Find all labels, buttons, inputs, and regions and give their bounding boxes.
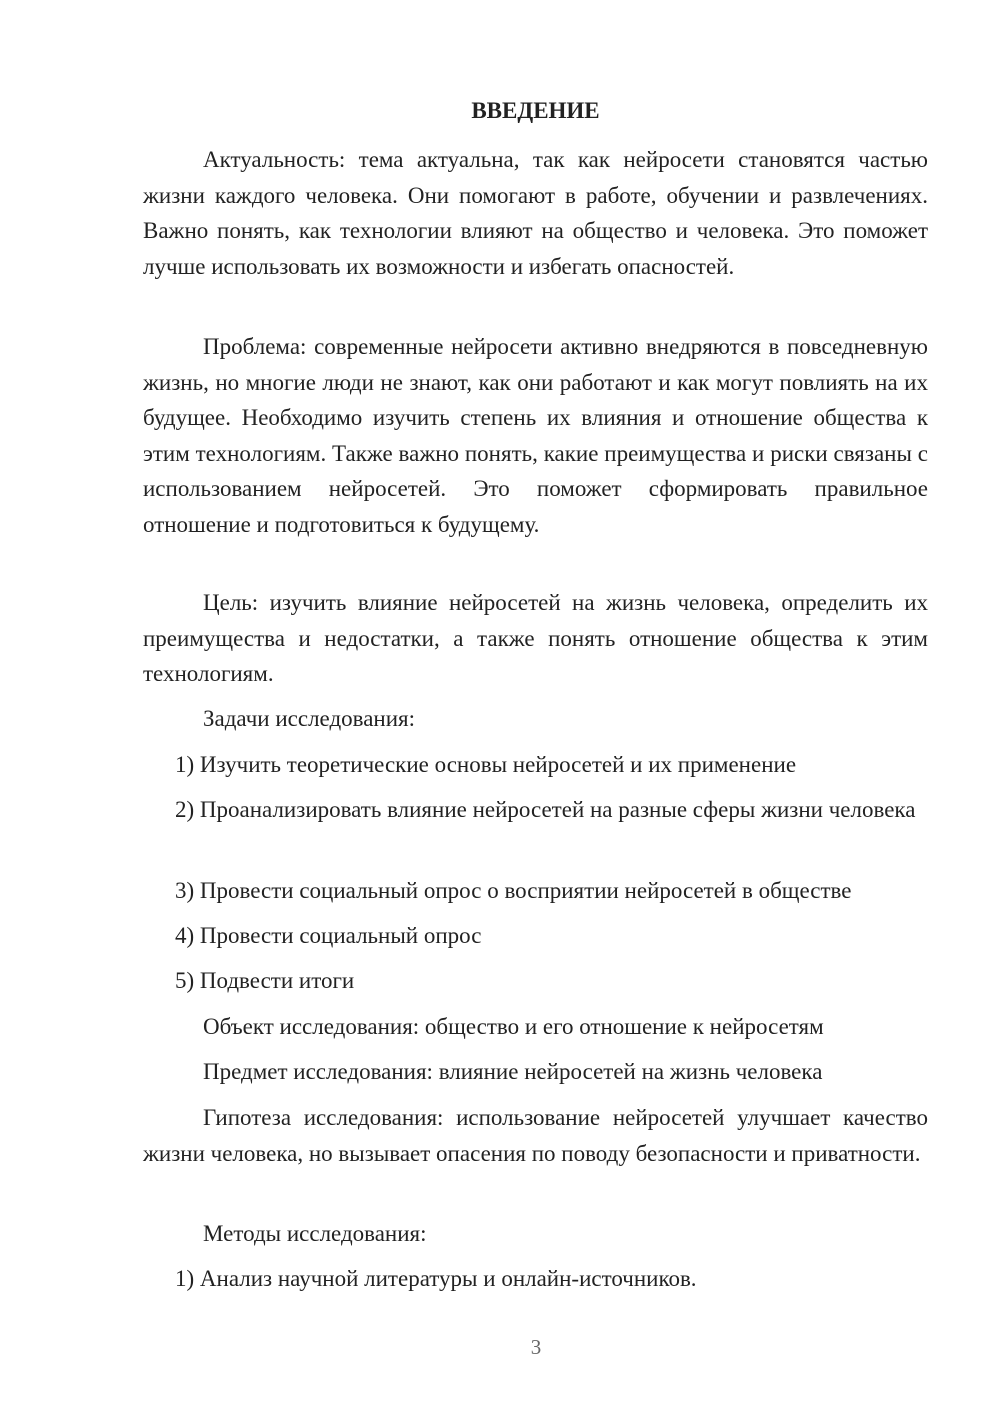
task-item-2: 2) Проанализировать влияние нейросетей на разные сферы жизни человека [175, 797, 916, 822]
relevance-paragraph: Актуальность: тема актуальна, так как нейросети становятся частью жизни каждого человека. Они помогают в работе, обучении и развлечениях. Важно понять, как технологии влияют на общество и человека. Это поможет лучше использовать их возможности и избегать опасностей. [143, 147, 928, 279]
hypothesis-paragraph: Гипотеза исследования: использование нейросетей улучшает качество жизни человека, но вызывает опасения по поводу безопасности и приватности. [143, 1105, 928, 1166]
method-item-1: 1) Анализ научной литературы и онлайн-источников. [175, 1266, 697, 1291]
section-heading: ВВЕДЕНИЕ [471, 98, 600, 123]
subject-paragraph: Предмет исследования: влияние нейросетей на жизнь человека [203, 1059, 823, 1084]
goal-paragraph: Цель: изучить влияние нейросетей на жизнь человека, определить их преимущества и недостатки, а также понять отношение общества к этим технологиям. [143, 590, 928, 686]
methods-title: Методы исследования: [203, 1221, 427, 1246]
tasks-title: Задачи исследования: [203, 706, 416, 731]
task-item-1: 1) Изучить теоретические основы нейросетей и их применение [175, 752, 797, 777]
task-item-4: 4) Провести социальный опрос [175, 923, 482, 948]
page-number: 3 [530, 1335, 542, 1359]
task-item-3: 3) Провести социальный опрос о восприятии нейросетей в обществе [175, 878, 852, 903]
task-item-5: 5) Подвести итоги [175, 968, 355, 993]
object-paragraph: Объект исследования: общество и его отношение к нейросетям [203, 1014, 824, 1039]
problem-paragraph: Проблема: современные нейросети активно внедряются в повседневную жизнь, но многие люди не знают, как они работают и как могут повлиять на их будущее. Необходимо изучить степень их влияния и отношение общества к этим технологиям. Также важно понять, какие преимущества и риски связаны с использованием нейросетей. Это поможет сформировать правильное отношение и подготовиться к будущему. [143, 334, 928, 537]
